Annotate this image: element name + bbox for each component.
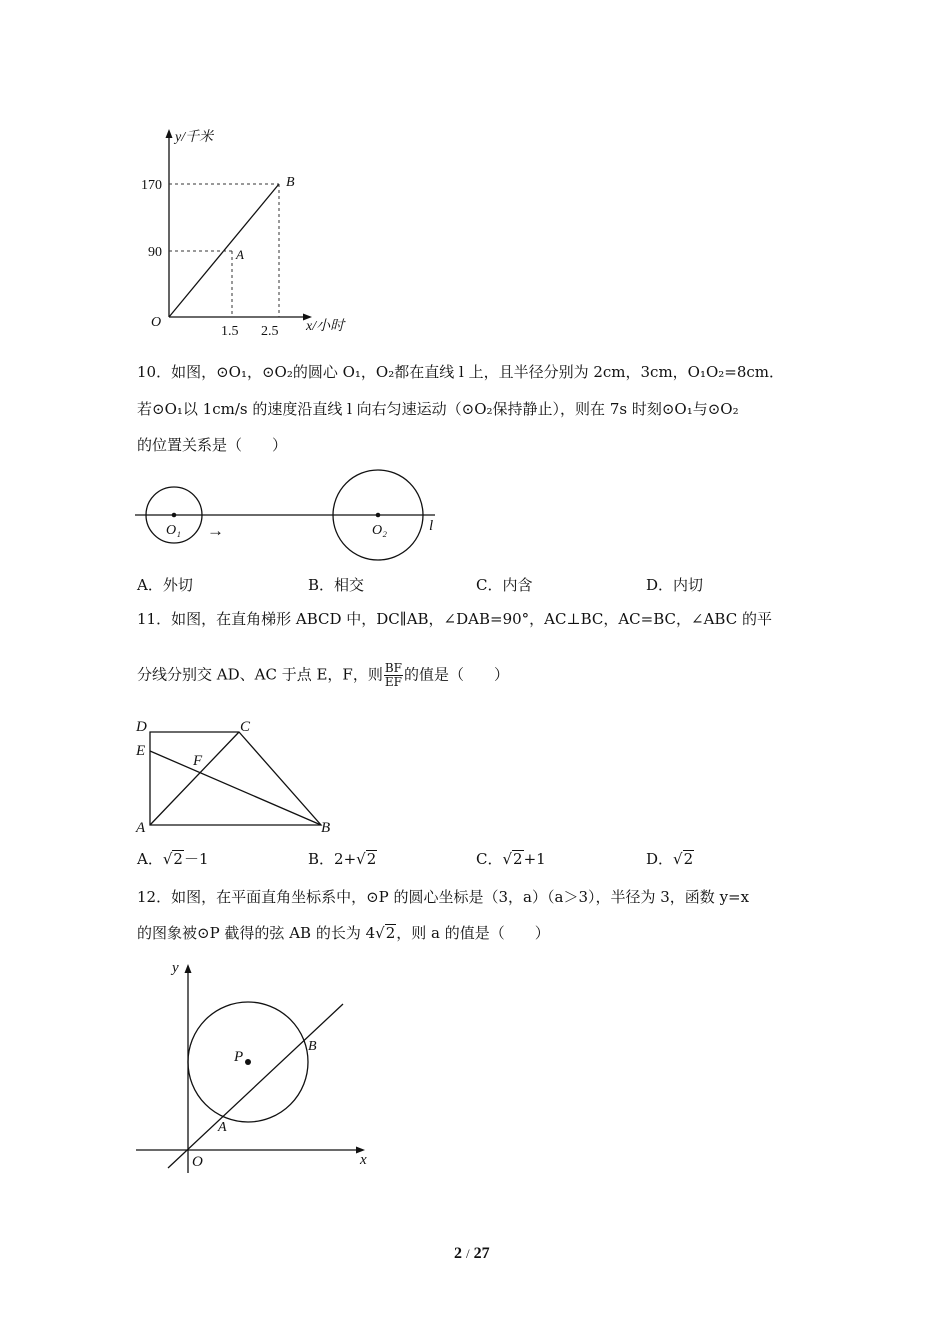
q12-text-line2: [137, 923, 550, 943]
radical-sign: √: [502, 850, 513, 868]
label-a: A: [218, 1120, 227, 1135]
q11-option-b[interactable]: [308, 849, 377, 869]
y-tick-label: 170: [141, 178, 162, 193]
option-suffix: －1: [183, 850, 209, 868]
q10-option-a[interactable]: A．外切: [137, 576, 193, 594]
q10-text-line2: 若⊙O₁以 1cm/s 的速度沿直线 l 向右匀速运动（⊙O₂保持静止），则在 7s 时刻⊙O₁与⊙O₂: [137, 400, 739, 418]
point-a-label: A: [236, 247, 244, 262]
q10-text-line1: 10．如图，⊙O₁，⊙O₂的圆心 O₁，O₂都在直线 l 上，且半径分别为 2cm，3cm，O₁O₂=8cm．: [137, 363, 785, 381]
q12-text-post: ，则 a 的值是（ ）: [396, 924, 550, 942]
center-o2: [376, 513, 381, 518]
q10-text-line3: 的位置关系是（ ）: [137, 436, 288, 454]
label-y: y: [172, 960, 179, 976]
y-tick-label: 90: [148, 245, 162, 260]
page-number: [454, 1245, 490, 1263]
trapezoid-figure: [133, 715, 343, 840]
q11-option-d[interactable]: [646, 849, 694, 869]
fraction-denominator: EF: [384, 675, 402, 689]
x-axis-label: x/小时: [306, 319, 345, 334]
label-l: l: [429, 518, 434, 534]
label-b: B: [321, 820, 331, 836]
two-circles-figure: [135, 466, 455, 566]
page-current: 2: [454, 1245, 462, 1262]
label-d: D: [136, 719, 147, 735]
label-p: P: [234, 1049, 244, 1065]
label-o1: O₁: [166, 523, 181, 538]
q10-option-d[interactable]: D．内切: [646, 576, 704, 594]
y-axis-arrow: [166, 129, 173, 138]
y-axis-arrow: [185, 964, 192, 973]
option-label: C．: [476, 850, 503, 868]
q11-option-c[interactable]: [476, 849, 546, 869]
fraction-bf-over-ef: [384, 662, 403, 689]
radicand: 2: [173, 850, 183, 868]
point-b-label: B: [286, 175, 295, 190]
option-label: D．: [646, 850, 674, 868]
page-separator: /: [466, 1246, 470, 1261]
radical-sign: √: [162, 850, 173, 868]
label-a: A: [136, 820, 146, 836]
option-suffix: +1: [523, 850, 546, 868]
segment-be: [150, 751, 321, 825]
radical-sign: √: [375, 924, 385, 942]
q11-option-a[interactable]: [137, 849, 209, 869]
label-f: F: [193, 753, 203, 769]
fraction-numerator: BF: [384, 661, 402, 675]
q11-text-line1: 11．如图，在直角梯形 ABCD 中，DC∥AB，∠DAB=90°，AC⊥BC，AC=BC，∠ABC 的平: [137, 610, 772, 628]
center-o1: [172, 513, 177, 518]
y-axis-label: y/千米: [175, 130, 214, 145]
x-tick-label: 1.5: [221, 324, 239, 339]
radicand: 2: [683, 850, 694, 868]
origin-label: O: [151, 315, 162, 330]
x-tick-label: 2.5: [261, 324, 279, 339]
trapezoid-abcd: [150, 732, 321, 825]
label-c: C: [240, 719, 251, 735]
q11-text-post: 的值是（ ）: [404, 665, 510, 684]
label-b: B: [308, 1039, 317, 1054]
option-prefix: 2+: [334, 850, 357, 868]
label-x: x: [360, 1152, 367, 1168]
line-y-equals-x: [168, 1004, 343, 1168]
q11-text-pre: 分线分别交 AD、AC 于点 E，F，则: [137, 665, 383, 684]
label-o2: O₂: [372, 523, 387, 538]
radicand: 2: [513, 850, 523, 868]
center-p: [245, 1059, 251, 1065]
label-o: O: [192, 1154, 203, 1170]
radicand: 2: [385, 924, 396, 942]
page-total: 27: [473, 1245, 490, 1262]
radical-sign: √: [356, 850, 366, 868]
option-label: B．: [308, 850, 335, 868]
distance-time-graph: [140, 125, 370, 340]
q10-option-c[interactable]: C．内含: [476, 576, 533, 594]
segment-ac: [150, 732, 239, 825]
option-label: A．: [137, 850, 163, 868]
arrow-right-icon: →: [207, 521, 224, 540]
coordinate-circle-figure: [130, 955, 380, 1180]
q12-text-pre: 的图象被⊙P 截得的弦 AB 的长为 4: [137, 924, 376, 942]
label-e: E: [136, 743, 146, 759]
radicand: 2: [366, 850, 377, 868]
radical-sign: √: [673, 850, 683, 868]
q12-text-line1: 12．如图，在平面直角坐标系中，⊙P 的圆心坐标是（3，a）（a＞3），半径为 3，函数 y=x: [137, 888, 750, 906]
q10-option-b[interactable]: B．相交: [308, 576, 365, 594]
q11-text-line2: [137, 662, 509, 689]
